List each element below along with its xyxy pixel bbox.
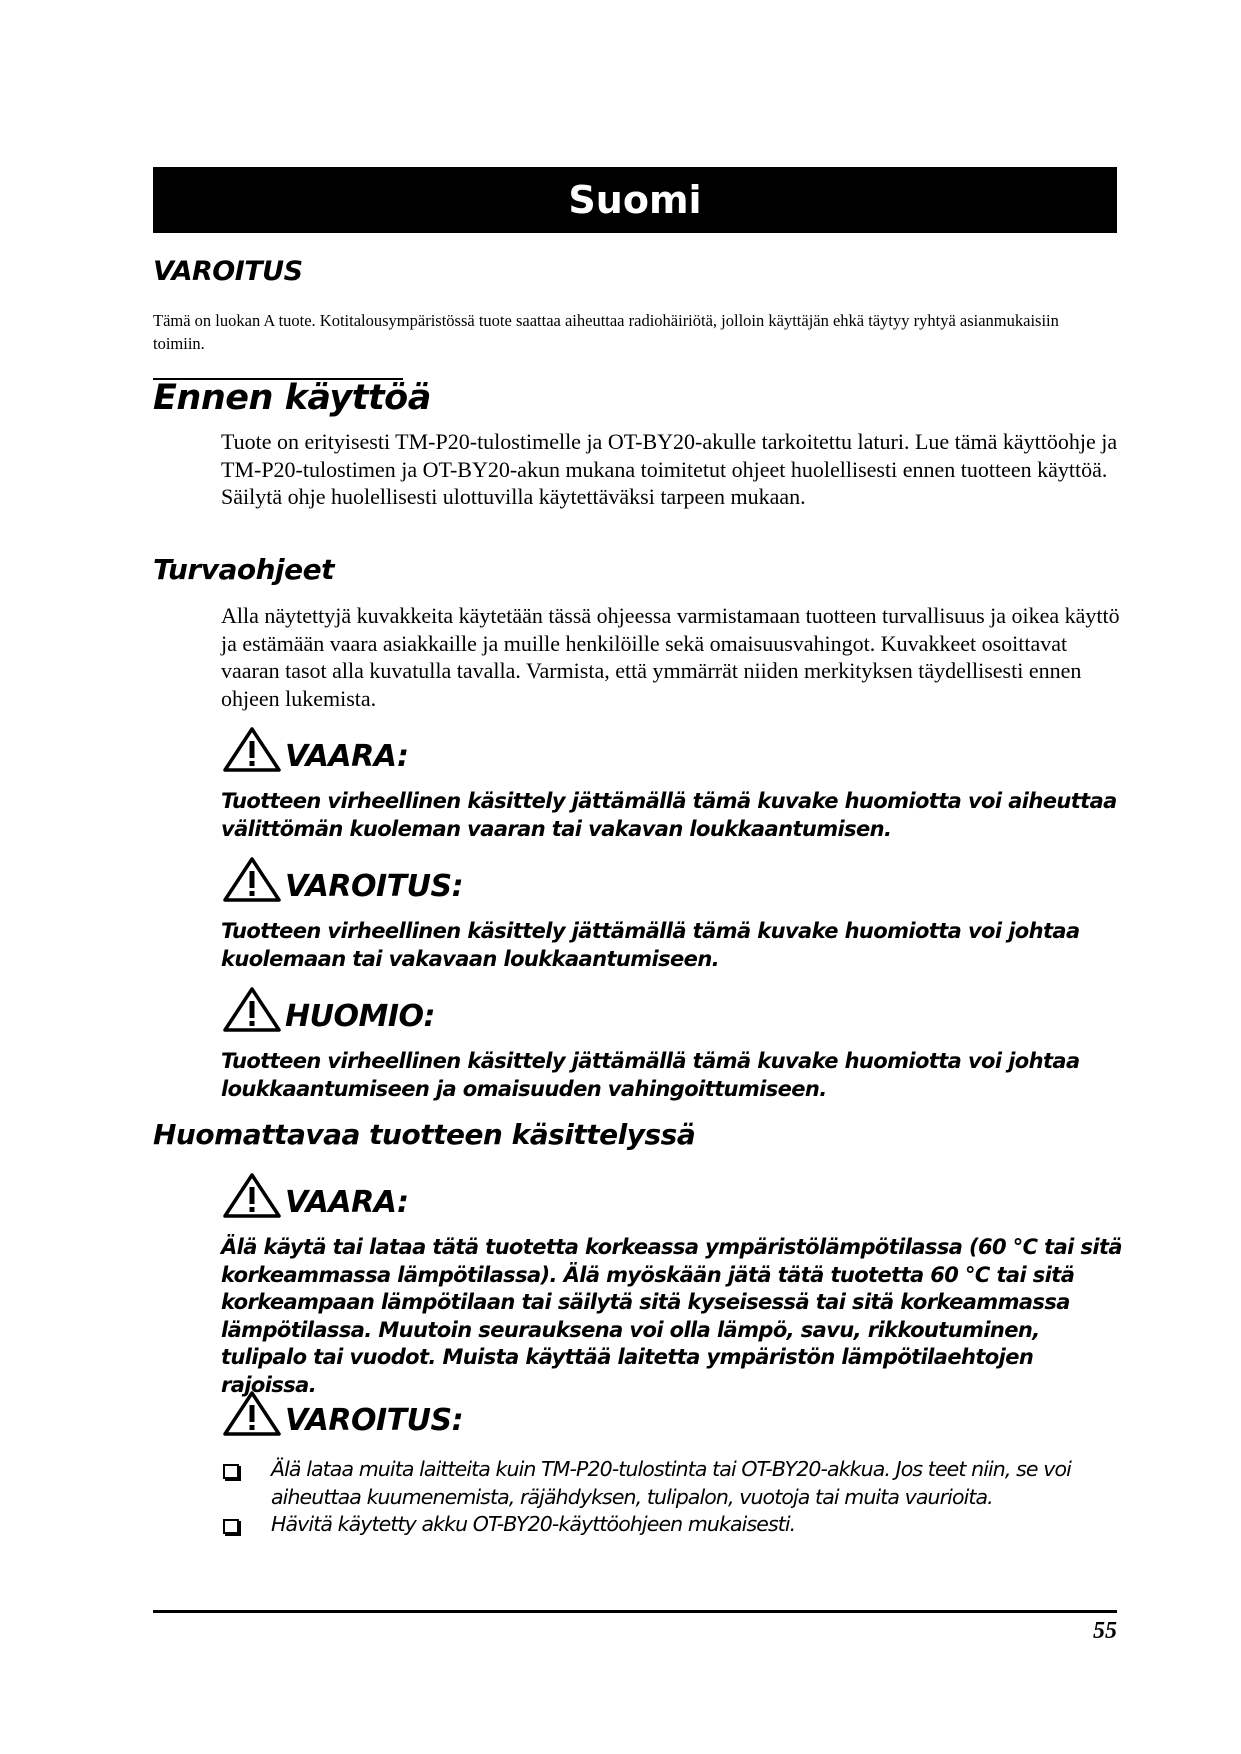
warning-triangle-icon [221, 726, 283, 774]
footer-rule [153, 1610, 1117, 1613]
caution-label: HUOMIO: [285, 999, 435, 1034]
safety-intro: Alla näytettyjä kuvakkeita käytetään tässä ohjeessa varmistamaan tuotteen turvallisuus ja oikea käyttö ja estämään vaara asiakkaille ja muille henkilöille sekä omaisuusvahingot. Kuvakkeet osoittavat vaaran tasot alla kuvatulla tavalla. Varmista, että ymmärrät niiden merkityksen täydellisesti ennen ohjeen lukemista. [221, 603, 1120, 711]
handling-danger-signal [221, 1172, 409, 1220]
list-item [221, 1456, 1121, 1511]
warning-triangle-icon [221, 1390, 283, 1438]
handling-warning-label: VAROITUS: [285, 1403, 464, 1438]
warning-triangle-icon [221, 986, 283, 1034]
warning-label: VAROITUS: [285, 869, 464, 904]
list-item-text: Hävitä käytetty akku OT-BY20-käyttöohjeen mukaisesti. [271, 1512, 796, 1536]
danger-label: VAARA: [285, 739, 409, 774]
class-a-warning-text: Tämä on luokan A tuote. Kotitalousympäristössä tuote saattaa aiheuttaa radiohäiriötä, jolloin käyttäjän ehkä täytyy ryhtyä asianmukaisiin toimiin. [153, 311, 1059, 353]
danger-signal [221, 726, 409, 774]
before-use-paragraph: Säilytä ohje huolellisesti ulottuvilla käytettäväksi tarpeen mukaan. [221, 484, 806, 509]
danger-text: Tuotteen virheellinen käsittely jättämällä tämä kuvake huomiotta voi aiheuttaa välittömän kuoleman vaaran tai vakavan loukkaantumisen. [221, 789, 1117, 841]
warning-text: Tuotteen virheellinen käsittely jättämällä tämä kuvake huomiotta voi johtaa kuolemaan tai vakavaan loukkaantumiseen. [221, 919, 1080, 971]
list-item-text: Älä lataa muita laitteita kuin TM-P20-tulostinta tai OT-BY20-akkua. Jos teet niin, se voi aiheuttaa kuumenemista, räjähdyksen, tulipalon, vuotoja tai muita vaurioita. [271, 1457, 1071, 1509]
before-use-paragraph: Tuote on erityisesti TM-P20-tulostimelle ja OT-BY20-akulle tarkoitettu laturi. Lue tämä käyttöohje ja TM-P20-tulostimen ja OT-BY20-akun mukana toimitetut ohjeet huolellisesti ennen tuotteen käyttöä. [221, 429, 1118, 482]
checkbox-bullet-icon [223, 1519, 239, 1534]
before-use-heading: Ennen käyttöä [153, 378, 431, 418]
list-item [221, 1511, 1121, 1539]
handling-warning-list [221, 1456, 1121, 1539]
handling-danger-label: VAARA: [285, 1185, 409, 1220]
caution-text: Tuotteen virheellinen käsittely jättämällä tämä kuvake huomiotta voi johtaa loukkaantumiseen ja omaisuuden vahingoittumiseen. [221, 1049, 1080, 1101]
language-banner: Suomi [153, 167, 1117, 233]
class-a-warning-heading: VAROITUS [153, 256, 303, 287]
handling-heading: Huomattavaa tuotteen käsittelyssä [153, 1118, 696, 1151]
caution-signal [221, 986, 435, 1034]
handling-danger-text: Älä käytä tai lataa tätä tuotetta korkeassa ympäristölämpötilassa (60 °C tai sitä korkeammassa lämpötilassa). Älä myöskään jätä tätä tuotetta 60 °C tai sitä korkeampaan lämpötilaan tai säilytä sitä kyseisessä tai sitä korkeammassa lämpötilassa. Muutoin seurauksena voi olla lämpö, savu, rikkoutuminen, tulipalo tai vuodot. Muista käyttää laitetta ympäristön lämpötilaehtojen rajoissa. [221, 1235, 1122, 1397]
warning-triangle-icon [221, 1172, 283, 1220]
before-use-text [221, 428, 1121, 511]
safety-heading: Turvaohjeet [153, 553, 335, 586]
warning-signal [221, 856, 463, 904]
warning-triangle-icon [221, 856, 283, 904]
page-number: 55 [1093, 1618, 1117, 1644]
checkbox-bullet-icon [223, 1464, 239, 1479]
handling-warning-signal [221, 1390, 463, 1438]
